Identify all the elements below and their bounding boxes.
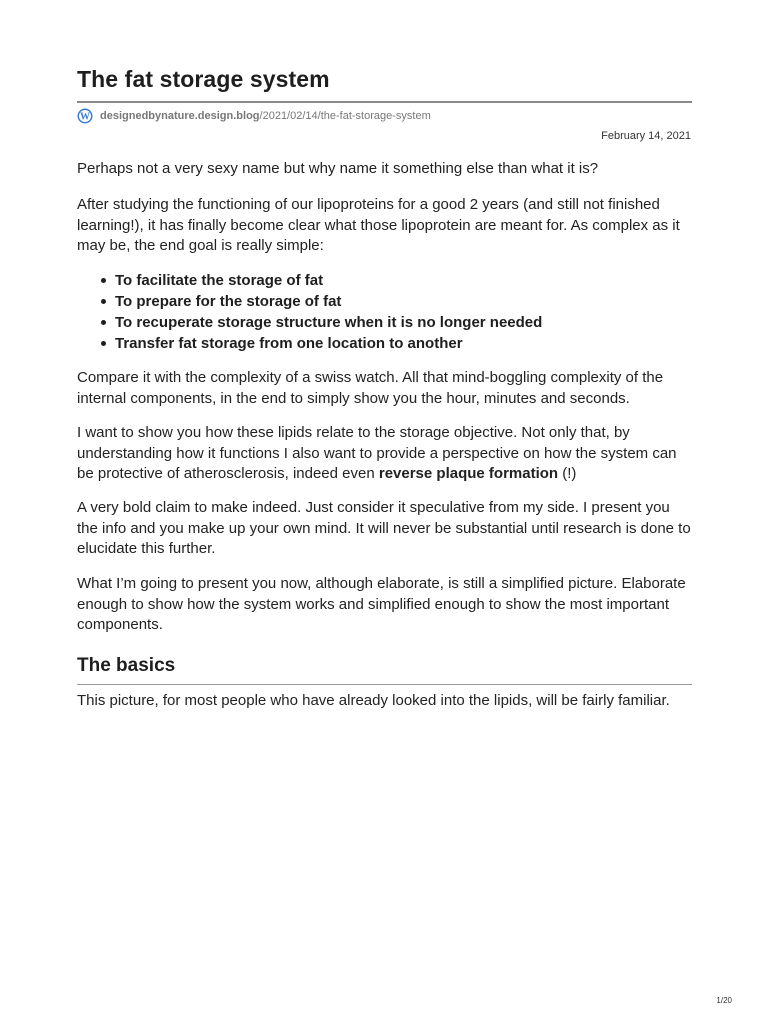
- source-path: /2021/02/14/the-fat-storage-system: [259, 110, 431, 122]
- paragraph-storage-objective: I want to show you how these lipids relate to the storage objective. Not only that, by understanding how it functions I also want to provide a perspective on how the system can be protective of atherosclerosis, indeed even reverse plaque formation (!): [77, 424, 677, 482]
- paragraph-lipoproteins: After studying the functioning of our lipoproteins for a good 2 years (and still not finished learning!), it has finally become clear what those lipoprotein are meant for. As complex as it may be, the end goal is really simple:: [77, 196, 680, 254]
- list-item: To facilitate the storage of fat: [77, 270, 693, 291]
- source-domain-link[interactable]: designedbynature.design.blog: [100, 110, 260, 122]
- title-divider: [77, 101, 692, 103]
- paragraph-basics: This picture, for most people who have already looked into the lipids, will be fairly familiar.: [77, 692, 670, 709]
- paragraph-intro: Perhaps not a very sexy name but why name it something else than what it is?: [77, 160, 599, 177]
- section-divider: [77, 684, 692, 685]
- goals-list: [77, 270, 693, 354]
- list-item: Transfer fat storage from one location to another: [77, 333, 693, 354]
- page-number: 1/20: [716, 996, 732, 1005]
- bullet-dot: [101, 341, 106, 346]
- source-line: [77, 107, 431, 125]
- paragraph-swiss-watch: Compare it with the complexity of a swiss watch. All that mind-boggling complexity of the internal components, in the end to simply show you the hour, minutes and seconds.: [77, 369, 664, 407]
- publish-date: February 14, 2021: [601, 130, 691, 142]
- emphasis-text: reverse plaque formation: [378, 465, 559, 482]
- bullet-dot: [101, 320, 106, 325]
- svg-text:W: W: [80, 111, 90, 123]
- article-title: The fat storage system: [77, 66, 330, 92]
- list-item: To prepare for the storage of fat: [77, 291, 693, 312]
- paragraph-simplified-picture: What I’m going to present you now, although elaborate, is still a simplified picture. Elaborate enough to show how the system works and simplified enough to show the most important components.: [77, 575, 686, 633]
- list-item: To recuperate storage structure when it is no longer needed: [77, 312, 693, 333]
- section-heading-basics: The basics: [77, 655, 176, 676]
- paragraph-bold-claim: A very bold claim to make indeed. Just consider it speculative from my side. I present you the info and you make up your own mind. It will never be substantial until research is done to elucidate this further.: [77, 499, 691, 557]
- wordpress-icon: [77, 108, 93, 124]
- bullet-dot: [101, 278, 106, 283]
- bullet-dot: [101, 299, 106, 304]
